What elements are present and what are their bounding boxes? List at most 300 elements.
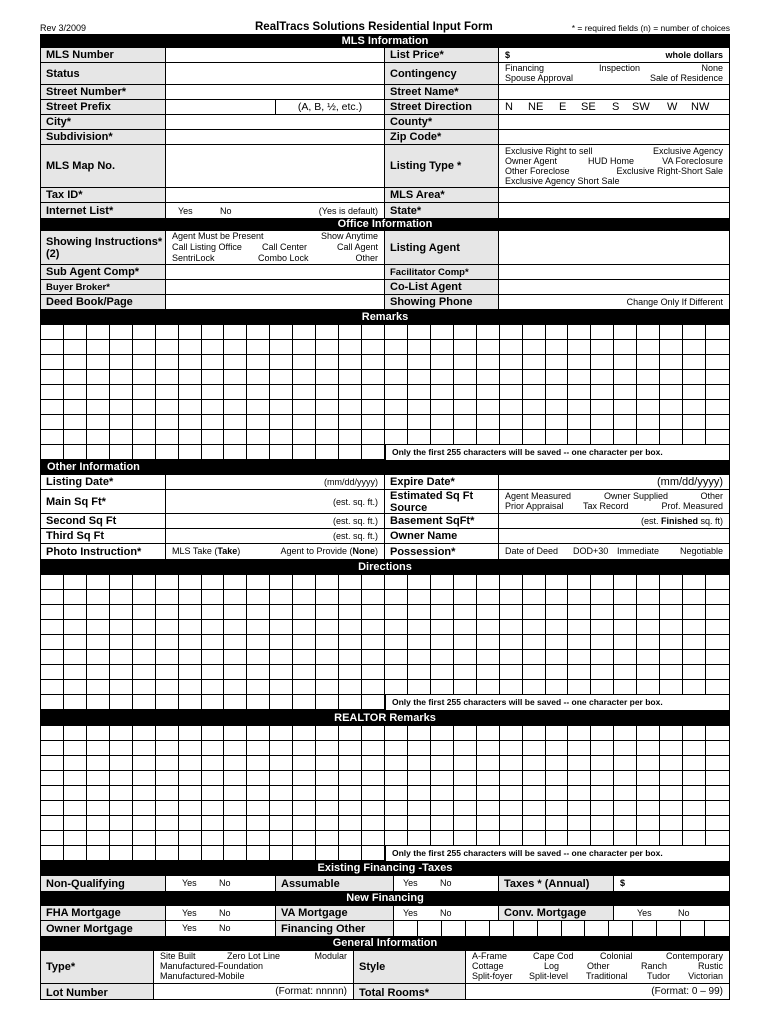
character-box[interactable] (706, 605, 729, 620)
financing-other-box[interactable] (609, 921, 633, 936)
character-box[interactable] (316, 741, 339, 756)
character-box[interactable] (385, 415, 408, 430)
character-box[interactable] (591, 801, 614, 816)
character-box[interactable] (41, 726, 64, 741)
character-box[interactable] (568, 370, 591, 385)
character-box[interactable] (247, 385, 270, 400)
character-box[interactable] (41, 695, 64, 710)
character-box[interactable] (660, 726, 683, 741)
character-box[interactable] (270, 575, 293, 590)
character-box[interactable] (454, 786, 477, 801)
character-box[interactable] (224, 756, 247, 771)
character-box[interactable] (293, 665, 316, 680)
character-box[interactable] (247, 741, 270, 756)
character-box[interactable] (133, 680, 156, 695)
character-box[interactable] (431, 786, 454, 801)
character-box[interactable] (477, 756, 500, 771)
va-no[interactable]: No (440, 908, 452, 918)
character-box[interactable] (683, 325, 706, 340)
character-box[interactable] (133, 340, 156, 355)
character-box[interactable] (637, 385, 660, 400)
character-box[interactable] (110, 415, 133, 430)
character-box[interactable] (637, 680, 660, 695)
character-box[interactable] (202, 620, 225, 635)
status-field[interactable] (166, 63, 385, 84)
character-box[interactable] (110, 635, 133, 650)
character-box[interactable] (637, 635, 660, 650)
character-box[interactable] (339, 756, 362, 771)
character-box[interactable] (316, 635, 339, 650)
style-opt[interactable]: Tudor (647, 971, 671, 981)
style-opt[interactable]: Split-level (529, 971, 569, 981)
character-box[interactable] (87, 831, 110, 846)
character-box[interactable] (385, 786, 408, 801)
character-box[interactable] (316, 650, 339, 665)
character-box[interactable] (637, 786, 660, 801)
financing-other-box[interactable] (657, 921, 681, 936)
character-box[interactable] (270, 590, 293, 605)
character-box[interactable] (660, 430, 683, 445)
character-box[interactable] (270, 355, 293, 370)
character-box[interactable] (660, 801, 683, 816)
character-box[interactable] (637, 325, 660, 340)
character-box[interactable] (87, 741, 110, 756)
character-box[interactable] (408, 575, 431, 590)
character-box[interactable] (591, 786, 614, 801)
character-box[interactable] (41, 445, 64, 460)
agent-provide-option[interactable] (280, 546, 378, 556)
character-box[interactable] (637, 620, 660, 635)
character-box[interactable] (64, 575, 87, 590)
character-box[interactable] (637, 665, 660, 680)
character-box[interactable] (500, 620, 523, 635)
character-box[interactable] (523, 340, 546, 355)
character-box[interactable] (202, 756, 225, 771)
character-box[interactable] (477, 385, 500, 400)
character-box[interactable] (637, 756, 660, 771)
character-box[interactable] (568, 771, 591, 786)
character-box[interactable] (523, 680, 546, 695)
type-opt[interactable]: Manufactured-Mobile (160, 971, 245, 981)
internet-list-yes[interactable]: Yes (178, 206, 193, 216)
character-box[interactable] (156, 590, 179, 605)
character-box[interactable] (362, 786, 385, 801)
character-box[interactable] (568, 340, 591, 355)
character-box[interactable] (270, 385, 293, 400)
character-box[interactable] (133, 415, 156, 430)
character-box[interactable] (454, 355, 477, 370)
character-box[interactable] (546, 741, 569, 756)
character-box[interactable] (247, 575, 270, 590)
character-box[interactable] (431, 400, 454, 415)
character-box[interactable] (660, 370, 683, 385)
contingency-opt[interactable]: None (701, 63, 723, 73)
character-box[interactable] (568, 575, 591, 590)
character-box[interactable] (156, 726, 179, 741)
character-box[interactable] (110, 370, 133, 385)
character-box[interactable] (523, 355, 546, 370)
character-box[interactable] (179, 575, 202, 590)
character-box[interactable] (523, 430, 546, 445)
character-box[interactable] (224, 726, 247, 741)
style-opt[interactable]: A-Frame (472, 951, 508, 961)
non-qualifying-no[interactable]: No (219, 878, 231, 888)
main-sqft-field[interactable] (166, 490, 385, 513)
character-box[interactable] (431, 756, 454, 771)
character-box[interactable] (408, 400, 431, 415)
character-box[interactable] (339, 816, 362, 831)
facilitator-comp-field[interactable] (499, 265, 729, 279)
character-box[interactable] (683, 400, 706, 415)
character-box[interactable] (568, 831, 591, 846)
character-box[interactable] (408, 340, 431, 355)
character-box[interactable] (156, 385, 179, 400)
total-rooms-field[interactable] (466, 984, 729, 1000)
character-box[interactable] (660, 385, 683, 400)
character-box[interactable] (316, 355, 339, 370)
character-box[interactable] (110, 430, 133, 445)
character-box[interactable] (523, 620, 546, 635)
character-box[interactable] (247, 445, 270, 460)
character-box[interactable] (385, 385, 408, 400)
zip-code-field[interactable] (499, 130, 729, 144)
financing-other-box[interactable] (562, 921, 586, 936)
character-box[interactable] (202, 430, 225, 445)
character-box[interactable] (87, 650, 110, 665)
character-box[interactable] (179, 741, 202, 756)
character-box[interactable] (316, 680, 339, 695)
character-box[interactable] (362, 590, 385, 605)
character-box[interactable] (87, 635, 110, 650)
state-field[interactable] (499, 203, 729, 218)
character-box[interactable] (202, 400, 225, 415)
listing-agent-field[interactable] (499, 231, 729, 264)
character-box[interactable] (339, 680, 362, 695)
character-box[interactable] (179, 831, 202, 846)
character-box[interactable] (523, 415, 546, 430)
character-box[interactable] (362, 665, 385, 680)
character-box[interactable] (362, 400, 385, 415)
character-box[interactable] (591, 605, 614, 620)
character-box[interactable] (454, 415, 477, 430)
character-box[interactable] (477, 575, 500, 590)
character-box[interactable] (339, 575, 362, 590)
character-box[interactable] (546, 665, 569, 680)
character-box[interactable] (546, 590, 569, 605)
character-box[interactable] (706, 590, 729, 605)
character-box[interactable] (431, 831, 454, 846)
character-box[interactable] (362, 370, 385, 385)
character-box[interactable] (133, 726, 156, 741)
character-box[interactable] (546, 831, 569, 846)
character-box[interactable] (660, 415, 683, 430)
character-box[interactable] (683, 340, 706, 355)
character-box[interactable] (156, 771, 179, 786)
character-box[interactable] (293, 786, 316, 801)
character-box[interactable] (87, 340, 110, 355)
character-box[interactable] (87, 726, 110, 741)
character-box[interactable] (316, 370, 339, 385)
character-box[interactable] (431, 665, 454, 680)
character-box[interactable] (179, 786, 202, 801)
financing-other-box[interactable] (585, 921, 609, 936)
character-box[interactable] (293, 816, 316, 831)
character-box[interactable] (202, 575, 225, 590)
character-box[interactable] (385, 650, 408, 665)
character-box[interactable] (339, 695, 362, 710)
character-box[interactable] (41, 325, 64, 340)
character-box[interactable] (591, 415, 614, 430)
character-box[interactable] (293, 400, 316, 415)
character-box[interactable] (523, 816, 546, 831)
character-box[interactable] (64, 385, 87, 400)
character-box[interactable] (41, 650, 64, 665)
character-box[interactable] (568, 430, 591, 445)
character-box[interactable] (270, 756, 293, 771)
character-box[interactable] (293, 635, 316, 650)
financing-other-box[interactable] (394, 921, 418, 936)
character-box[interactable] (316, 786, 339, 801)
character-box[interactable] (683, 575, 706, 590)
character-box[interactable] (477, 771, 500, 786)
direction-opt[interactable]: SW (632, 101, 650, 113)
character-box[interactable] (316, 726, 339, 741)
conv-yes[interactable]: Yes (637, 908, 652, 918)
character-box[interactable] (41, 415, 64, 430)
character-box[interactable] (316, 430, 339, 445)
character-box[interactable] (500, 831, 523, 846)
character-box[interactable] (156, 786, 179, 801)
character-box[interactable] (41, 756, 64, 771)
character-box[interactable] (316, 665, 339, 680)
character-box[interactable] (706, 635, 729, 650)
character-box[interactable] (339, 355, 362, 370)
character-box[interactable] (431, 801, 454, 816)
character-box[interactable] (64, 771, 87, 786)
style-opt[interactable]: Victorian (688, 971, 723, 981)
character-box[interactable] (660, 355, 683, 370)
contingency-opt[interactable]: Inspection (599, 63, 641, 73)
character-box[interactable] (41, 665, 64, 680)
character-box[interactable] (523, 635, 546, 650)
character-box[interactable] (224, 816, 247, 831)
character-box[interactable] (706, 741, 729, 756)
character-box[interactable] (454, 430, 477, 445)
character-box[interactable] (339, 650, 362, 665)
character-box[interactable] (454, 620, 477, 635)
character-box[interactable] (64, 695, 87, 710)
character-box[interactable] (110, 786, 133, 801)
character-box[interactable] (362, 726, 385, 741)
character-box[interactable] (660, 400, 683, 415)
character-box[interactable] (110, 756, 133, 771)
character-box[interactable] (110, 650, 133, 665)
sqft-source-opt[interactable]: Agent Measured (505, 491, 572, 501)
character-box[interactable] (500, 355, 523, 370)
character-box[interactable] (568, 665, 591, 680)
character-box[interactable] (660, 590, 683, 605)
character-box[interactable] (133, 385, 156, 400)
character-box[interactable] (385, 831, 408, 846)
character-box[interactable] (546, 355, 569, 370)
character-box[interactable] (637, 741, 660, 756)
character-box[interactable] (408, 786, 431, 801)
character-box[interactable] (706, 756, 729, 771)
character-box[interactable] (706, 650, 729, 665)
character-box[interactable] (316, 445, 339, 460)
character-box[interactable] (247, 400, 270, 415)
character-box[interactable] (477, 355, 500, 370)
character-box[interactable] (637, 370, 660, 385)
character-box[interactable] (41, 575, 64, 590)
character-box[interactable] (408, 831, 431, 846)
character-box[interactable] (293, 831, 316, 846)
character-box[interactable] (683, 635, 706, 650)
character-box[interactable] (362, 816, 385, 831)
county-field[interactable] (499, 115, 729, 129)
character-box[interactable] (408, 726, 431, 741)
co-list-agent-field[interactable] (499, 280, 729, 294)
character-box[interactable] (156, 370, 179, 385)
character-box[interactable] (362, 325, 385, 340)
character-box[interactable] (591, 400, 614, 415)
style-opt[interactable]: Rustic (697, 961, 723, 971)
character-box[interactable] (523, 590, 546, 605)
character-box[interactable] (247, 340, 270, 355)
sub-agent-comp-field[interactable] (166, 265, 385, 279)
character-box[interactable] (224, 325, 247, 340)
character-box[interactable] (156, 816, 179, 831)
character-box[interactable] (64, 650, 87, 665)
character-box[interactable] (110, 445, 133, 460)
character-box[interactable] (614, 620, 637, 635)
character-box[interactable] (614, 635, 637, 650)
character-box[interactable] (546, 801, 569, 816)
character-box[interactable] (64, 786, 87, 801)
listing-type-opt[interactable]: HUD Home (588, 156, 635, 166)
character-box[interactable] (156, 400, 179, 415)
financing-other-box[interactable] (490, 921, 514, 936)
character-box[interactable] (339, 726, 362, 741)
character-box[interactable] (546, 771, 569, 786)
character-box[interactable] (316, 816, 339, 831)
character-box[interactable] (316, 400, 339, 415)
character-box[interactable] (477, 590, 500, 605)
character-box[interactable] (614, 665, 637, 680)
street-prefix-field[interactable] (166, 100, 276, 114)
character-box[interactable] (614, 726, 637, 741)
character-box[interactable] (41, 590, 64, 605)
character-box[interactable] (568, 590, 591, 605)
character-box[interactable] (87, 801, 110, 816)
character-box[interactable] (64, 816, 87, 831)
character-box[interactable] (64, 445, 87, 460)
character-box[interactable] (500, 605, 523, 620)
character-box[interactable] (546, 726, 569, 741)
internet-list-no[interactable]: No (220, 206, 232, 216)
character-box[interactable] (64, 340, 87, 355)
character-box[interactable] (706, 801, 729, 816)
character-box[interactable] (546, 430, 569, 445)
sqft-source-opt[interactable]: Other (700, 491, 723, 501)
character-box[interactable] (179, 590, 202, 605)
character-box[interactable] (683, 650, 706, 665)
character-box[interactable] (500, 635, 523, 650)
character-box[interactable] (385, 756, 408, 771)
character-box[interactable] (316, 415, 339, 430)
character-box[interactable] (431, 325, 454, 340)
character-box[interactable] (477, 635, 500, 650)
character-box[interactable] (64, 831, 87, 846)
character-box[interactable] (133, 430, 156, 445)
character-box[interactable] (546, 786, 569, 801)
va-yes[interactable]: Yes (403, 908, 418, 918)
direction-opt[interactable]: N (505, 101, 513, 113)
character-box[interactable] (660, 620, 683, 635)
character-box[interactable] (454, 650, 477, 665)
character-box[interactable] (568, 680, 591, 695)
style-opt[interactable]: Contemporary (665, 951, 723, 961)
character-box[interactable] (614, 680, 637, 695)
assumable-yes[interactable]: Yes (403, 878, 418, 888)
character-box[interactable] (339, 430, 362, 445)
character-box[interactable] (614, 340, 637, 355)
character-box[interactable] (546, 605, 569, 620)
character-box[interactable] (202, 635, 225, 650)
character-box[interactable] (385, 635, 408, 650)
character-box[interactable] (156, 635, 179, 650)
character-box[interactable] (614, 756, 637, 771)
character-box[interactable] (41, 340, 64, 355)
character-box[interactable] (660, 786, 683, 801)
character-box[interactable] (523, 400, 546, 415)
character-box[interactable] (408, 605, 431, 620)
character-box[interactable] (477, 430, 500, 445)
character-box[interactable] (293, 726, 316, 741)
character-box[interactable] (591, 831, 614, 846)
owner-mortgage-no[interactable]: No (219, 923, 231, 933)
character-box[interactable] (706, 575, 729, 590)
lot-number-field[interactable] (154, 984, 354, 1000)
character-box[interactable] (156, 605, 179, 620)
character-box[interactable] (179, 445, 202, 460)
character-box[interactable] (156, 801, 179, 816)
character-box[interactable] (133, 665, 156, 680)
character-box[interactable] (247, 325, 270, 340)
character-box[interactable] (270, 695, 293, 710)
character-box[interactable] (660, 756, 683, 771)
character-box[interactable] (706, 771, 729, 786)
character-box[interactable] (477, 370, 500, 385)
character-box[interactable] (477, 665, 500, 680)
character-box[interactable] (546, 385, 569, 400)
character-box[interactable] (523, 831, 546, 846)
character-box[interactable] (591, 726, 614, 741)
character-box[interactable] (87, 605, 110, 620)
character-box[interactable] (683, 816, 706, 831)
character-box[interactable] (431, 650, 454, 665)
character-box[interactable] (133, 605, 156, 620)
character-box[interactable] (247, 846, 270, 861)
character-box[interactable] (591, 816, 614, 831)
character-box[interactable] (41, 801, 64, 816)
possession-opt[interactable]: DOD+30 (573, 546, 609, 556)
character-box[interactable] (431, 635, 454, 650)
character-box[interactable] (41, 605, 64, 620)
contingency-opt[interactable]: Financing (505, 63, 545, 73)
character-box[interactable] (293, 605, 316, 620)
character-box[interactable] (64, 400, 87, 415)
